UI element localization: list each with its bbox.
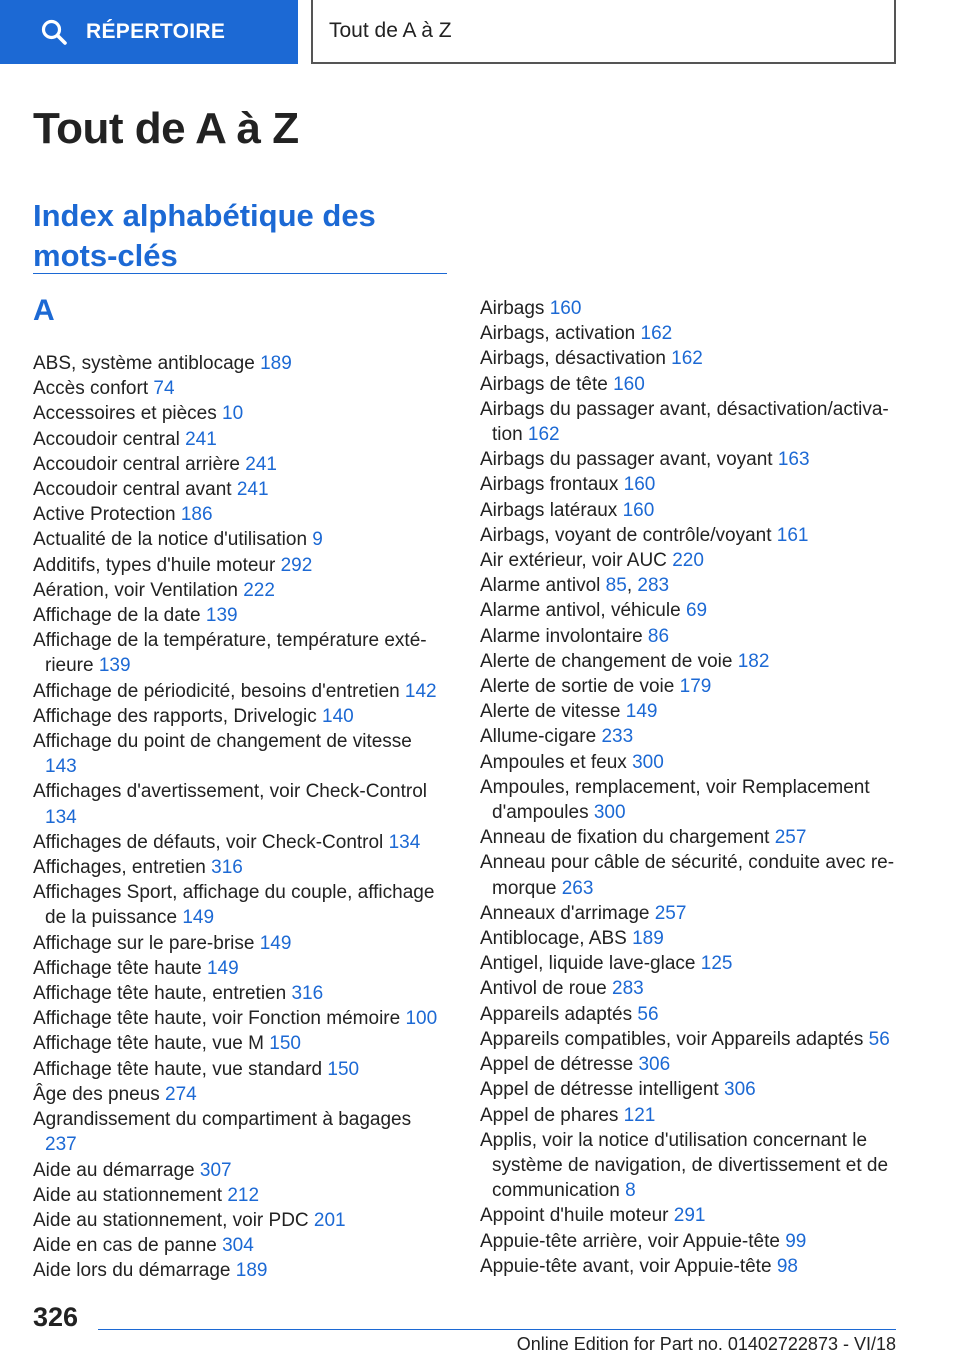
index-entry bbox=[33, 729, 448, 779]
index-entry-text: Aide au stationnement bbox=[33, 1184, 223, 1206]
index-entry-text: Airbags, désactivation bbox=[480, 348, 666, 370]
page-link[interactable]: 182 bbox=[737, 650, 770, 672]
page-link[interactable]: 257 bbox=[774, 827, 807, 849]
index-letter-heading: A bbox=[33, 294, 55, 327]
page-link[interactable]: 291 bbox=[673, 1205, 706, 1227]
index-entry-text: Appoint d'huile moteur bbox=[480, 1205, 669, 1227]
index-entry-text: Affichage tête haute bbox=[33, 957, 202, 979]
index-entry-text: Appel de détresse bbox=[480, 1054, 634, 1076]
footer-edition-text: Online Edition for Part no. 01402722873 - VI/18 bbox=[516, 1334, 896, 1354]
index-entry bbox=[480, 1077, 900, 1102]
index-entry-text: Airbags de tête bbox=[480, 373, 608, 395]
index-entry-text: Affichage sur le pare-brise bbox=[33, 932, 255, 954]
index-entry bbox=[33, 855, 448, 880]
index-entry-text: Accoudoir central avant bbox=[33, 479, 232, 501]
index-entry bbox=[33, 880, 448, 930]
index-entry bbox=[480, 1002, 900, 1027]
page-link[interactable]: 150 bbox=[269, 1033, 301, 1055]
index-entry-text: Alarme antivol bbox=[480, 575, 601, 597]
index-entry bbox=[33, 578, 448, 603]
index-entry-text: Airbags latéraux bbox=[480, 499, 618, 521]
page-link[interactable]: 149 bbox=[259, 932, 292, 954]
page-link[interactable]: 163 bbox=[777, 449, 810, 471]
page-link[interactable]: 149 bbox=[182, 907, 215, 929]
index-entry-text: Affichage tête haute, vue standard bbox=[33, 1058, 323, 1080]
index-entry-text: Active Protection bbox=[33, 504, 176, 526]
page-link[interactable]: 189 bbox=[632, 928, 664, 950]
index-entry-text: Allume-cigare bbox=[480, 726, 597, 748]
page-link[interactable]: 134 bbox=[45, 806, 77, 828]
index-entry bbox=[480, 926, 900, 951]
index-entry bbox=[480, 750, 900, 775]
index-entry-text: Appareils adaptés bbox=[480, 1003, 633, 1025]
page-link[interactable]: 162 bbox=[671, 348, 703, 370]
index-entry-text: Anneau pour câble de sécurité, conduite avec remorque bbox=[480, 852, 895, 899]
breadcrumb[interactable] bbox=[311, 0, 896, 64]
index-entry-text: Antigel, liquide lave-glace bbox=[480, 953, 696, 975]
index-entry bbox=[480, 1052, 900, 1077]
index-entry-text: Aération, voir Ventilation bbox=[33, 579, 238, 601]
page-link[interactable]: 300 bbox=[632, 751, 664, 773]
page-link[interactable]: 56 bbox=[637, 1003, 659, 1025]
index-entry bbox=[33, 401, 448, 426]
page-link[interactable]: 201 bbox=[313, 1209, 346, 1231]
page-link[interactable]: 220 bbox=[672, 550, 704, 572]
index-entry bbox=[480, 1203, 900, 1228]
page-link[interactable]: 306 bbox=[724, 1079, 756, 1101]
index-entry bbox=[480, 598, 900, 623]
index-entry bbox=[480, 699, 900, 724]
index-entry-text: Accoudoir central bbox=[33, 428, 180, 450]
page-link[interactable]: 222 bbox=[243, 579, 275, 601]
index-entry bbox=[33, 704, 448, 729]
index-entry bbox=[33, 779, 448, 829]
index-entry bbox=[480, 850, 900, 900]
index-entry bbox=[33, 376, 448, 401]
index-entry bbox=[480, 649, 900, 674]
index-entry-text: ABS, système antiblocage bbox=[33, 353, 255, 374]
index-entry bbox=[480, 1229, 900, 1254]
index-entry-text: Airbags du passager avant, désactivation/activation bbox=[480, 398, 889, 446]
index-entry-text: Airbags bbox=[480, 298, 545, 319]
index-entry bbox=[33, 351, 448, 376]
index-entry bbox=[33, 1258, 448, 1283]
index-entry: Alarme antivol 85, 283 bbox=[480, 575, 670, 597]
index-entry-text: Accès confort bbox=[33, 378, 149, 400]
page-link[interactable]: 10 bbox=[222, 403, 244, 425]
index-entry bbox=[33, 981, 448, 1006]
index-entry bbox=[33, 603, 448, 628]
index-entry-text: Ampoules et feux bbox=[480, 751, 627, 773]
index-entry-text: Accessoires et pièces bbox=[33, 403, 217, 425]
page-link[interactable]: 160 bbox=[623, 474, 656, 496]
page-link[interactable]: 139 bbox=[98, 655, 131, 677]
page-link[interactable]: 160 bbox=[622, 499, 655, 521]
index-entry bbox=[33, 1233, 448, 1258]
index-entry bbox=[33, 427, 448, 452]
index-entry bbox=[33, 1031, 448, 1056]
index-entry-text: Affichages d'avertissement, voir Check-Control bbox=[33, 781, 427, 803]
index-entry bbox=[480, 447, 900, 472]
page-link[interactable]: 8 bbox=[625, 1180, 636, 1202]
page-link[interactable]: 300 bbox=[593, 802, 626, 824]
page-link[interactable]: 316 bbox=[211, 857, 243, 879]
page-link[interactable]: 99 bbox=[785, 1230, 807, 1252]
index-entry-text: Affichage tête haute, entretien bbox=[33, 983, 287, 1005]
page-link[interactable]: 274 bbox=[165, 1083, 197, 1105]
index-entry-text: Appel de phares bbox=[480, 1104, 619, 1126]
index-entry-text: Affichage de la date bbox=[33, 605, 201, 627]
index-entry bbox=[33, 830, 448, 855]
index-entry-text: Aide en cas de panne bbox=[33, 1235, 217, 1257]
index-entry bbox=[480, 976, 900, 1001]
index-entry bbox=[480, 951, 900, 976]
index-entry bbox=[33, 1158, 448, 1183]
section-heading: Index alphabétique des mots-clés bbox=[33, 198, 376, 273]
index-entry-text: Agrandissement du compartiment à bagages bbox=[33, 1109, 412, 1131]
index-entry-text: Appuie-tête avant, voir Appuie-tête bbox=[480, 1255, 772, 1277]
page-link[interactable]: 283 bbox=[612, 978, 644, 1000]
index-entry-text: Affichages de défauts, voir Check-Control bbox=[33, 831, 384, 853]
index-entry-text: Antivol de roue bbox=[480, 978, 607, 1000]
index-entry-text: Affichage tête haute, voir Fonction mémoire bbox=[33, 1008, 401, 1030]
index-entry bbox=[480, 523, 900, 548]
index-entry bbox=[480, 498, 900, 523]
page-link[interactable]: 100 bbox=[405, 1008, 438, 1030]
index-entry bbox=[33, 956, 448, 981]
index-entry-text: Affichage de périodicité, besoins d'entretien bbox=[33, 680, 400, 702]
index-entry bbox=[480, 624, 900, 649]
page-link[interactable]: 143 bbox=[45, 756, 77, 778]
index-entry bbox=[33, 1082, 448, 1107]
page-title: Tout de A à Z bbox=[33, 104, 299, 153]
search-icon bbox=[40, 18, 68, 46]
index-entry bbox=[480, 548, 900, 573]
page-link[interactable]: 189 bbox=[260, 353, 292, 374]
index-entry bbox=[33, 1006, 448, 1031]
page-link[interactable]: 241 bbox=[245, 453, 277, 475]
index-entry bbox=[480, 1103, 900, 1128]
index-entry bbox=[33, 502, 448, 527]
index-entry-text: Affichage des rapports, Drivelogic bbox=[33, 705, 317, 727]
index-entry bbox=[33, 931, 448, 956]
index-entry-text: Affichages Sport, affichage du couple, affichage de la puissance bbox=[33, 882, 435, 929]
index-entry-text: Antiblocage, ABS bbox=[480, 928, 627, 950]
page-link[interactable]: 85 bbox=[605, 575, 627, 597]
index-entry bbox=[480, 321, 900, 346]
index-entry-text: Alerte de sortie de voie bbox=[480, 676, 675, 698]
index-entry-text: Air extérieur, voir AUC bbox=[480, 550, 667, 572]
index-entry bbox=[480, 825, 900, 850]
index-entry-text: Affichages, entretien bbox=[33, 857, 206, 879]
page-link[interactable]: 316 bbox=[291, 983, 324, 1005]
footer-divider bbox=[98, 1329, 896, 1330]
page-link[interactable]: 150 bbox=[327, 1058, 360, 1080]
index-entry-text: Anneaux d'arrimage bbox=[480, 902, 650, 924]
index-entry-text: Affichage tête haute, vue M bbox=[33, 1033, 264, 1055]
page-link[interactable]: 162 bbox=[640, 323, 673, 345]
index-column-right bbox=[480, 296, 900, 1279]
page-link[interactable]: 160 bbox=[613, 373, 645, 395]
index-entry-text: Aide lors du démarrage bbox=[33, 1260, 231, 1282]
index-entry bbox=[480, 397, 900, 447]
page-link[interactable]: 263 bbox=[561, 877, 594, 899]
page-number: 326 bbox=[33, 1302, 79, 1332]
page-link[interactable]: 121 bbox=[623, 1104, 656, 1126]
index-entry-text: Aide au stationnement, voir PDC bbox=[33, 1209, 309, 1231]
index-entry bbox=[480, 1254, 900, 1279]
index-entry-text: Aide au démarrage bbox=[33, 1159, 195, 1181]
index-entry bbox=[33, 679, 448, 704]
index-entry-text: Accoudoir central arrière bbox=[33, 453, 240, 475]
index-entry bbox=[480, 1027, 900, 1052]
index-entry-text: Alerte de vitesse bbox=[480, 701, 621, 723]
index-entry bbox=[480, 674, 900, 699]
page-link[interactable]: 74 bbox=[153, 378, 175, 400]
index-entry bbox=[33, 477, 448, 502]
index-entry bbox=[33, 452, 448, 477]
index-entry bbox=[33, 1208, 448, 1233]
index-entry-text: Airbags, voyant de contrôle/voyant bbox=[480, 524, 772, 546]
page-link[interactable]: 307 bbox=[199, 1159, 232, 1181]
index-entry bbox=[480, 901, 900, 926]
index-entry bbox=[33, 628, 448, 678]
index-entry bbox=[33, 1183, 448, 1208]
index-entry bbox=[480, 472, 900, 497]
page-link[interactable]: 241 bbox=[185, 428, 217, 450]
index-entry bbox=[33, 527, 448, 552]
index-entry bbox=[480, 724, 900, 749]
page-link[interactable]: 160 bbox=[549, 298, 582, 319]
page-link[interactable]: 149 bbox=[625, 701, 658, 723]
page-link[interactable]: 304 bbox=[222, 1235, 254, 1257]
index-entry-text: Alerte de changement de voie bbox=[480, 650, 733, 672]
index-entry-text: Appuie-tête arrière, voir Appuie-tête bbox=[480, 1230, 780, 1252]
page-link[interactable]: 189 bbox=[235, 1260, 268, 1282]
page-link[interactable]: 162 bbox=[527, 424, 560, 446]
page-link[interactable]: 306 bbox=[638, 1054, 671, 1076]
page-link[interactable]: 98 bbox=[776, 1255, 798, 1277]
index-entry bbox=[480, 775, 900, 825]
index-entry-text: Airbags frontaux bbox=[480, 474, 619, 496]
page-link[interactable]: 134 bbox=[388, 831, 421, 853]
index-entry bbox=[480, 346, 900, 371]
index-entry-text: Airbags du passager avant, voyant bbox=[480, 449, 773, 471]
index-entry bbox=[33, 1057, 448, 1082]
index-entry-text: Affichage de la température, température extérieure bbox=[33, 630, 427, 677]
index-entry-text: Anneau de fixation du chargement bbox=[480, 827, 770, 849]
index-entry-text: Alarme involontaire bbox=[480, 625, 643, 647]
page-link[interactable]: 139 bbox=[205, 605, 238, 627]
page-link[interactable]: 283 bbox=[637, 575, 670, 597]
index-entry-text: Ampoules, remplacement, voir Remplacement d'ampoules bbox=[480, 776, 870, 824]
breadcrumb-label: Tout de A à Z bbox=[329, 19, 452, 42]
page-link[interactable]: 161 bbox=[776, 524, 809, 546]
page-link[interactable]: 142 bbox=[404, 680, 437, 702]
page-link[interactable]: 233 bbox=[601, 726, 634, 748]
index-column-left bbox=[33, 351, 448, 1284]
page-link[interactable]: 125 bbox=[700, 953, 733, 975]
page-link[interactable]: 292 bbox=[280, 554, 313, 576]
page-link[interactable]: 86 bbox=[647, 625, 670, 647]
index-entry-text: Airbags, activation bbox=[480, 323, 636, 345]
index-entry-text: Actualité de la notice d'utilisation bbox=[33, 529, 308, 551]
index-entry-text: Alarme antivol, véhicule bbox=[480, 600, 681, 622]
page-link[interactable]: 237 bbox=[45, 1134, 77, 1156]
page-link[interactable]: 149 bbox=[206, 957, 239, 979]
page-link[interactable]: 69 bbox=[685, 600, 708, 622]
page-link[interactable]: 140 bbox=[322, 705, 354, 727]
page-link[interactable]: 212 bbox=[227, 1184, 260, 1206]
index-entry-text: Appareils compatibles, voir Appareils adaptés bbox=[480, 1028, 864, 1050]
directory-tab[interactable] bbox=[0, 0, 298, 64]
page-link[interactable]: 179 bbox=[679, 676, 712, 698]
index-entry-text: Additifs, types d'huile moteur bbox=[33, 554, 276, 576]
index-entry bbox=[480, 296, 900, 321]
page-link[interactable]: 56 bbox=[868, 1028, 890, 1050]
heading-divider bbox=[33, 273, 447, 274]
index-entry bbox=[480, 1128, 900, 1204]
index-entry-text: Applis, voir la notice d'utilisation concernant le système de navigation, de divertissement et de communication bbox=[480, 1129, 889, 1202]
page-link[interactable]: 186 bbox=[180, 504, 213, 526]
index-entry-text: Affichage du point de changement de vitesse bbox=[33, 731, 412, 753]
page-link[interactable]: 257 bbox=[654, 902, 687, 924]
index-entry-text: Appel de détresse intelligent bbox=[480, 1079, 719, 1101]
index-entry bbox=[33, 553, 448, 578]
index-entry bbox=[480, 372, 900, 397]
index-entry-text: Âge des pneus bbox=[33, 1083, 160, 1105]
index-entry bbox=[33, 1107, 448, 1157]
directory-tab-label: RÉPERTOIRE bbox=[86, 20, 226, 43]
page-link[interactable]: 241 bbox=[236, 479, 269, 501]
page-link[interactable]: 9 bbox=[312, 529, 323, 551]
